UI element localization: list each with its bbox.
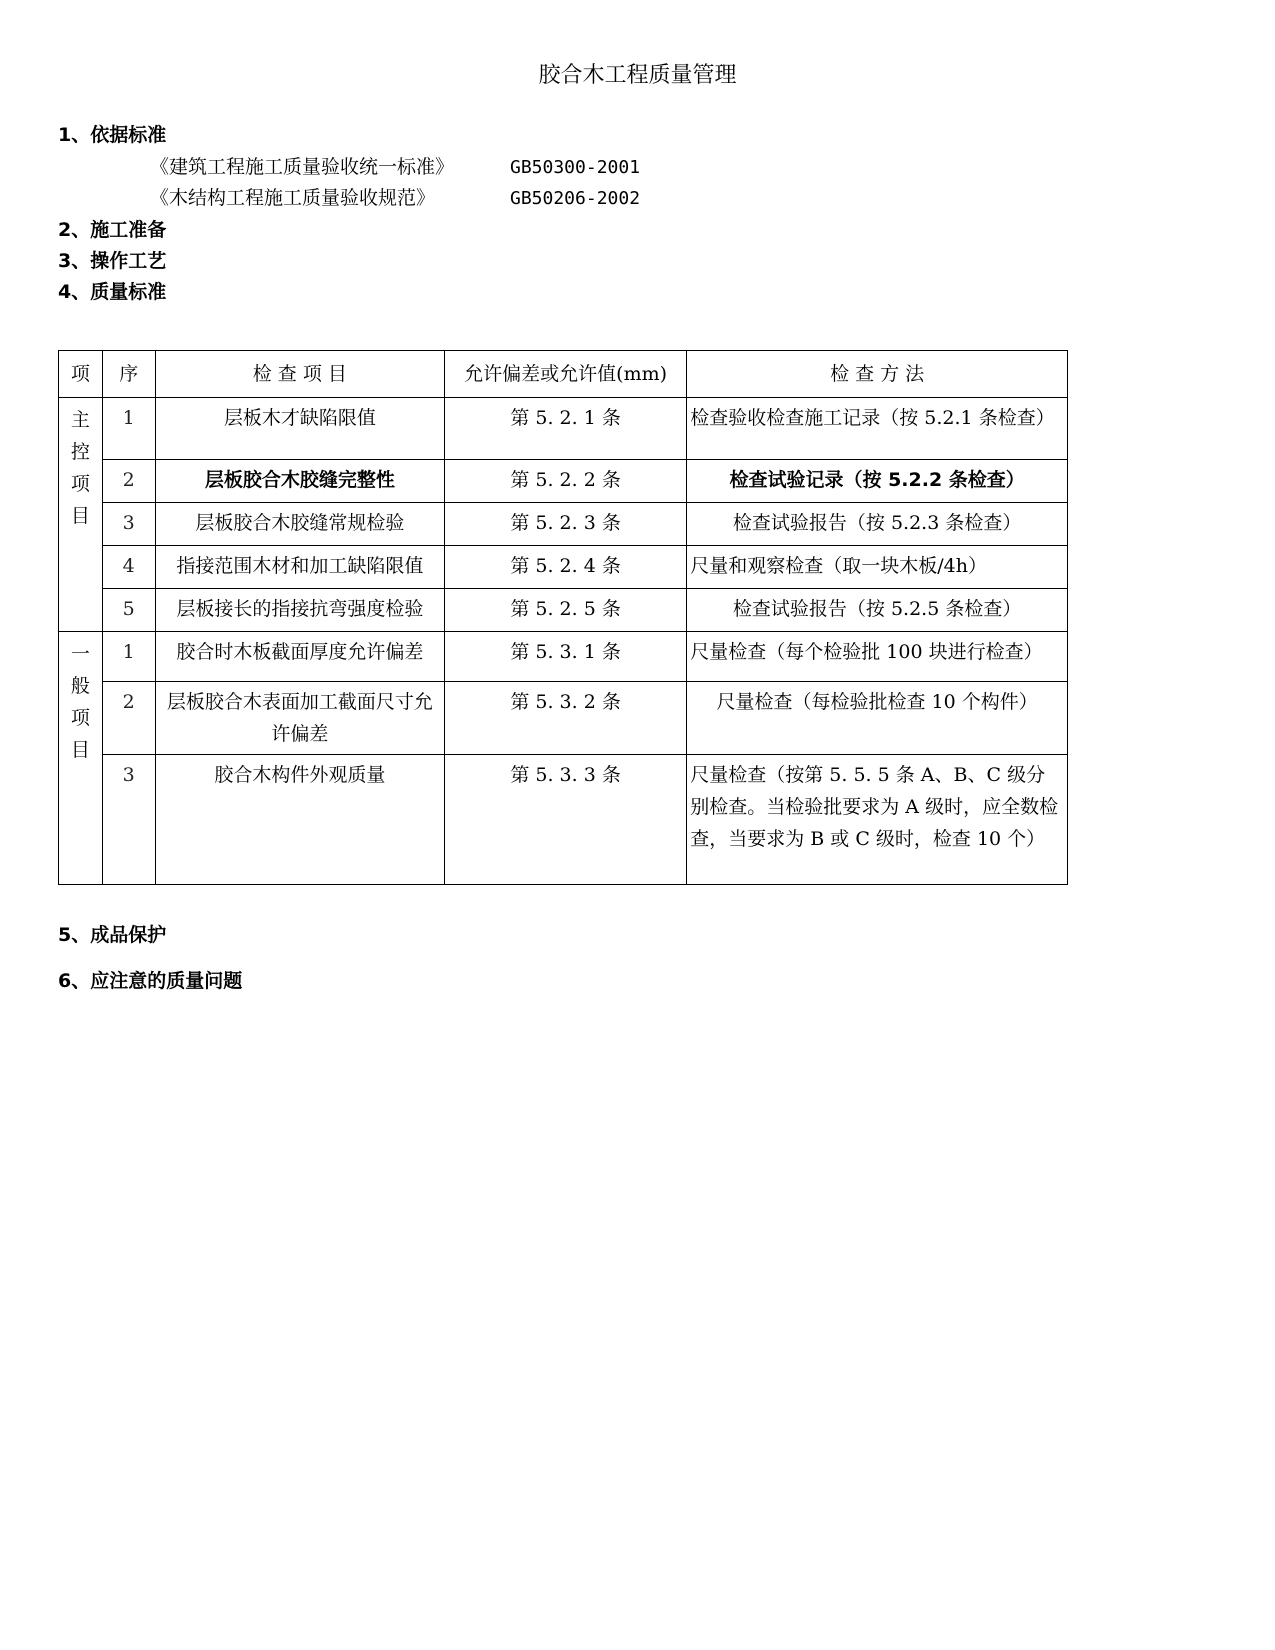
- row-seq: 1: [102, 398, 155, 460]
- standard-code: GB50206-2002: [510, 188, 641, 209]
- page-title: 胶合木工程质量管理: [538, 63, 737, 88]
- row-check-item: 层板胶合木胶缝完整性: [155, 460, 444, 503]
- row-tolerance: 第 5. 3. 2 条: [444, 682, 686, 755]
- table-row: [59, 682, 1068, 755]
- row-tolerance: 第 5. 2. 5 条: [444, 589, 686, 632]
- row-check-item: 层板胶合木胶缝常规检验: [155, 503, 444, 546]
- section-heading-preparation: 2、施工准备: [58, 219, 167, 241]
- row-method: 检查试验记录（按 5.2.2 条检查）: [687, 460, 1068, 503]
- row-tolerance: 第 5. 2. 2 条: [444, 460, 686, 503]
- row-method: 尺量检查（每个检验批 100 块进行检查）: [687, 632, 1068, 682]
- header-check-item: 检 查 项 目: [155, 351, 444, 398]
- section-heading-quality-standard: 4、质量标准: [58, 281, 167, 303]
- table-row: [59, 755, 1068, 885]
- table-row: [59, 460, 1068, 503]
- standard-code: GB50300-2001: [510, 157, 641, 178]
- row-method: 检查验收检查施工记录（按 5.2.1 条检查）: [687, 398, 1068, 460]
- row-check-item: 胶合木构件外观质量: [155, 755, 444, 885]
- row-seq: 2: [102, 460, 155, 503]
- row-check-item: 指接范围木材和加工缺陷限值: [155, 546, 444, 589]
- row-seq: 3: [102, 755, 155, 885]
- group-label-general: 一 般 项 目: [59, 632, 103, 885]
- header-method: 检 查 方 法: [687, 351, 1068, 398]
- row-seq: 4: [102, 546, 155, 589]
- row-seq: 2: [102, 682, 155, 755]
- row-check-item: 层板木才缺陷限值: [155, 398, 444, 460]
- section-heading-protection: 5、成品保护: [58, 924, 167, 946]
- row-tolerance: 第 5. 2. 1 条: [444, 398, 686, 460]
- row-method: 检查试验报告（按 5.2.5 条检查）: [687, 589, 1068, 632]
- row-tolerance: 第 5. 2. 3 条: [444, 503, 686, 546]
- row-tolerance: 第 5. 2. 4 条: [444, 546, 686, 589]
- standard-row: [150, 152, 640, 179]
- section-heading-quality-issues: 6、应注意的质量问题: [58, 970, 243, 992]
- table-row: [59, 503, 1068, 546]
- row-tolerance: 第 5. 3. 3 条: [444, 755, 686, 885]
- quality-standard-table: [58, 350, 1068, 885]
- header-seq: 序: [102, 351, 155, 398]
- table-row: [59, 632, 1068, 682]
- header-tolerance: 允许偏差或允许值(mm): [444, 351, 686, 398]
- standard-name: 《木结构工程施工质量验收规范》: [150, 187, 436, 209]
- section-heading-standards: 1、依据标准: [58, 124, 167, 146]
- table-row: [59, 589, 1068, 632]
- row-tolerance: 第 5. 3. 1 条: [444, 632, 686, 682]
- group-label-main: 主 控 项 目: [59, 398, 103, 632]
- table-header-row: [59, 351, 1068, 398]
- row-seq: 3: [102, 503, 155, 546]
- table-row: [59, 546, 1068, 589]
- row-seq: 5: [102, 589, 155, 632]
- standard-row: [150, 183, 640, 210]
- table-row: [59, 398, 1068, 460]
- row-check-item: 胶合时木板截面厚度允许偏差: [155, 632, 444, 682]
- header-item: 项: [59, 351, 103, 398]
- row-method: 尺量和观察检查（取一块木板/4h）: [687, 546, 1068, 589]
- row-seq: 1: [102, 632, 155, 682]
- row-method: 尺量检查（按第 5. 5. 5 条 A、B、C 级分别检查。当检验批要求为 A 级时，应全数检查，当要求为 B 或 C 级时，检查 10 个）: [687, 755, 1068, 885]
- row-method: 尺量检查（每检验批检查 10 个构件）: [687, 682, 1068, 755]
- row-method: 检查试验报告（按 5.2.3 条检查）: [687, 503, 1068, 546]
- row-check-item: 层板接长的指接抗弯强度检验: [155, 589, 444, 632]
- standard-name: 《建筑工程施工质量验收统一标准》: [150, 156, 455, 178]
- row-check-item: 层板胶合木表面加工截面尺寸允许偏差: [155, 682, 444, 755]
- section-heading-process: 3、操作工艺: [58, 250, 167, 272]
